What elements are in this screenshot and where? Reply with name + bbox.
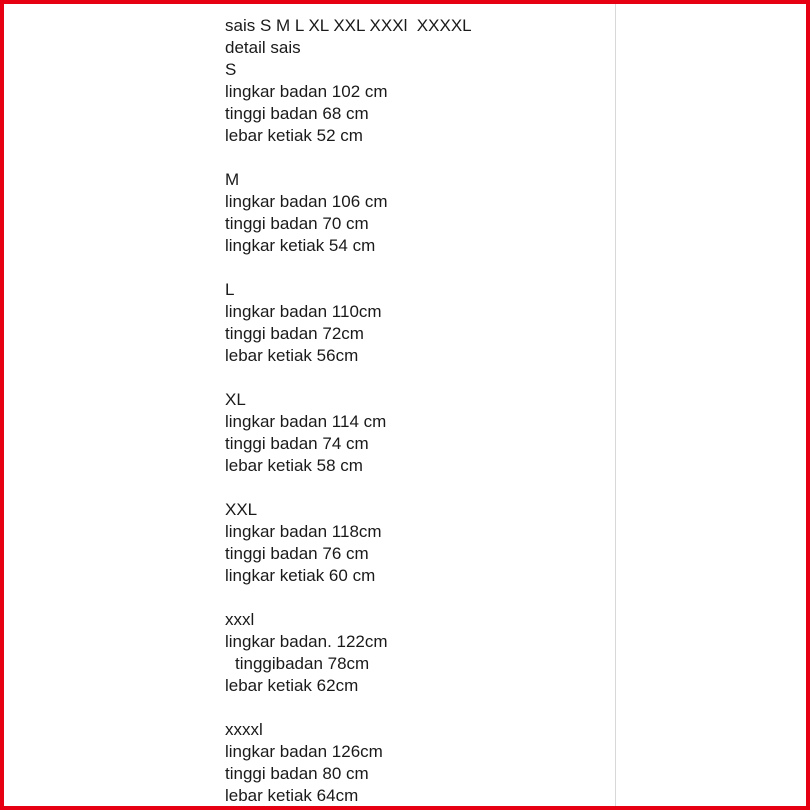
size-label-l: L [225,280,235,299]
blank-line [225,477,605,499]
size-xxl-armpit: lingkar ketiak 60 cm [225,566,376,585]
size-s-armpit: lebar ketiak 52 cm [225,126,363,145]
blank-line [225,147,605,169]
size-xxxxl-height: tinggi badan 80 cm [225,764,369,783]
size-xxxl-armpit: lebar ketiak 62cm [225,676,359,695]
blank-line [225,257,605,279]
size-xxxl-chest: lingkar badan. 122cm [225,632,388,651]
size-chart-text [225,15,605,807]
size-l-height: tinggi badan 72cm [225,324,364,343]
size-xl-chest: lingkar badan 114 cm [225,412,387,431]
size-s-height: tinggi badan 68 cm [225,104,369,123]
size-label-xl: XL [225,390,246,409]
size-xxl-chest: lingkar badan 118cm [225,522,382,541]
size-label-m: M [225,170,240,189]
size-l-armpit: lebar ketiak 56cm [225,346,359,365]
detail-heading: detail sais [225,38,301,57]
size-l-chest: lingkar badan 110cm [225,302,382,321]
size-xxxl-height: tinggibadan 78cm [235,654,370,673]
size-m-armpit: lingkar ketiak 54 cm [225,236,376,255]
size-m-height: tinggi badan 70 cm [225,214,369,233]
size-xl-height: tinggi badan 74 cm [225,434,369,453]
blank-line [225,697,605,719]
size-xl-armpit: lebar ketiak 58 cm [225,456,363,475]
size-xxl-height: tinggi badan 76 cm [225,544,369,563]
size-label-xxl: XXL [225,500,258,519]
size-label-xxxl: xxxl [225,610,255,629]
size-s-chest: lingkar badan 102 cm [225,82,388,101]
blank-line [225,587,605,609]
blank-line [225,367,605,389]
size-label-xxxxl: xxxxl [225,720,263,739]
size-xxxxl-chest: lingkar badan 126cm [225,742,383,761]
size-label-s: S [225,60,237,79]
size-m-chest: lingkar badan 106 cm [225,192,388,211]
size-xxxxl-armpit: lebar ketiak 64cm [225,786,359,805]
sizes-line: sais S M L XL XXL XXXl XXXXL [225,16,472,35]
column-divider [615,4,616,810]
